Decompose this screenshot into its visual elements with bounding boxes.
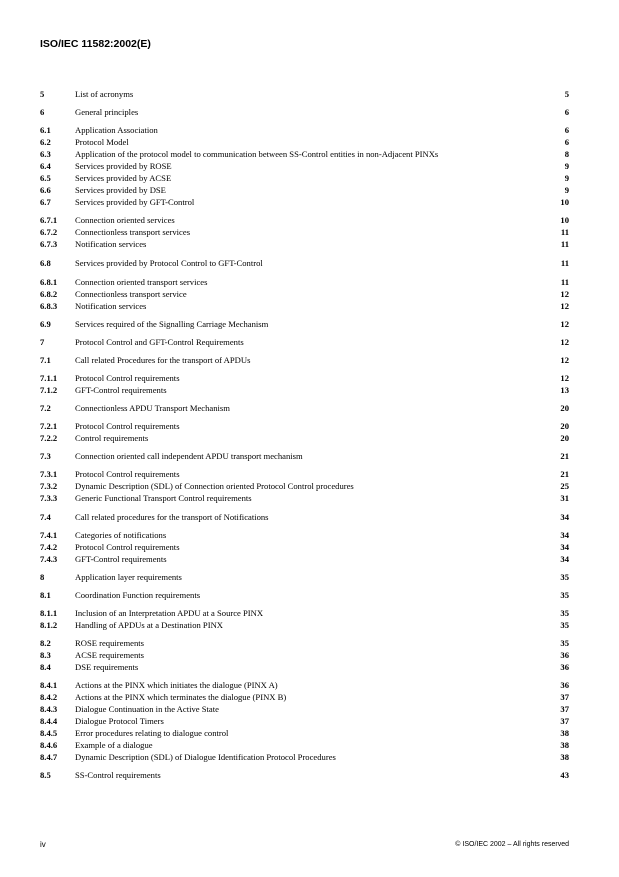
toc-entry-number: 8 bbox=[40, 572, 45, 582]
toc-entry-page: 21 bbox=[560, 451, 569, 461]
toc-entry-page: 21 bbox=[560, 469, 569, 479]
toc-entry-number: 7.2 bbox=[40, 403, 51, 413]
toc-entry-title: Connection oriented transport services bbox=[75, 277, 208, 287]
toc-entry-title: Protocol Control requirements bbox=[75, 373, 180, 383]
toc-entry-title: Call related Procedures for the transport of APDUs bbox=[75, 355, 251, 365]
toc-entry-number: 6.2 bbox=[40, 137, 51, 147]
toc-entry-number: 8.4.7 bbox=[40, 752, 58, 762]
toc-entry-page: 12 bbox=[560, 373, 569, 383]
toc-entry-number: 7.3.1 bbox=[40, 469, 58, 479]
toc-entry-number: 6.8.3 bbox=[40, 301, 58, 311]
toc-entry bbox=[0, 469, 619, 480]
toc-entry-title: SS-Control requirements bbox=[75, 770, 161, 780]
toc-entry bbox=[0, 554, 619, 565]
toc-entry bbox=[0, 385, 619, 396]
toc-entry-number: 8.4.5 bbox=[40, 728, 58, 738]
toc-entry-page: 12 bbox=[560, 319, 569, 329]
toc-entry-number: 7.2.2 bbox=[40, 433, 58, 443]
toc-entry-number: 6.6 bbox=[40, 185, 51, 195]
toc-entry-number: 8.4.6 bbox=[40, 740, 58, 750]
toc-entry-page: 34 bbox=[560, 554, 569, 564]
toc-entry-page: 5 bbox=[564, 89, 569, 99]
toc-entry bbox=[0, 89, 619, 100]
toc-entry-page: 6 bbox=[564, 125, 569, 135]
toc-entry-title: Error procedures relating to dialogue control bbox=[75, 728, 229, 738]
toc-entry-title: ROSE requirements bbox=[75, 638, 144, 648]
toc-entry bbox=[0, 680, 619, 691]
toc-entry-number: 6.7 bbox=[40, 197, 51, 207]
document-header: ISO/IEC 11582:2002(E) bbox=[40, 38, 151, 50]
toc-entry-page: 11 bbox=[560, 258, 569, 268]
toc-entry-page: 8 bbox=[564, 149, 569, 159]
toc-entry-page: 37 bbox=[560, 692, 569, 702]
toc-entry-page: 38 bbox=[560, 752, 569, 762]
toc-entry-number: 5 bbox=[40, 89, 45, 99]
toc-entry-page: 9 bbox=[564, 173, 569, 183]
toc-entry-title: Dialogue Protocol Timers bbox=[75, 716, 164, 726]
toc-entry bbox=[0, 638, 619, 649]
toc-entry-number: 6.4 bbox=[40, 161, 51, 171]
toc-entry bbox=[0, 239, 619, 250]
toc-entry-title: Dialogue Continuation in the Active State bbox=[75, 704, 219, 714]
toc-entry bbox=[0, 403, 619, 414]
toc-entry-title: Protocol Control requirements bbox=[75, 469, 180, 479]
toc-entry-title: Notification services bbox=[75, 239, 147, 249]
toc-entry-number: 7.3.2 bbox=[40, 481, 58, 491]
toc-entry bbox=[0, 451, 619, 462]
toc-entry-page: 10 bbox=[560, 197, 569, 207]
toc-entry-title: Dynamic Description (SDL) of Dialogue Identification Protocol Procedures bbox=[75, 752, 336, 762]
toc-entry-page: 38 bbox=[560, 728, 569, 738]
toc-entry-number: 6 bbox=[40, 107, 45, 117]
toc-entry-number: 6.8.1 bbox=[40, 277, 58, 287]
toc-entry bbox=[0, 704, 619, 715]
toc-entry-page: 11 bbox=[560, 239, 569, 249]
toc-entry-page: 20 bbox=[560, 433, 569, 443]
toc-entry-page: 34 bbox=[560, 530, 569, 540]
toc-entry bbox=[0, 421, 619, 432]
toc-entry-page: 35 bbox=[560, 608, 569, 618]
toc-entry-page: 36 bbox=[560, 680, 569, 690]
toc-entry-page: 34 bbox=[560, 512, 569, 522]
toc-entry bbox=[0, 650, 619, 661]
toc-entry-number: 7.2.1 bbox=[40, 421, 58, 431]
toc-entry bbox=[0, 197, 619, 208]
toc-entry-number: 8.1.2 bbox=[40, 620, 58, 630]
toc-entry-page: 6 bbox=[564, 137, 569, 147]
toc-entry-number: 8.4.1 bbox=[40, 680, 58, 690]
toc-entry-page: 20 bbox=[560, 403, 569, 413]
toc-entry-page: 6 bbox=[564, 107, 569, 117]
toc-entry-title: Control requirements bbox=[75, 433, 149, 443]
toc-entry bbox=[0, 620, 619, 631]
toc-entry-title: Connectionless APDU Transport Mechanism bbox=[75, 403, 230, 413]
toc-entry bbox=[0, 512, 619, 523]
toc-entry bbox=[0, 215, 619, 226]
toc-entry-title: GFT-Control requirements bbox=[75, 385, 167, 395]
toc-entry-number: 8.5 bbox=[40, 770, 51, 780]
toc-entry-number: 7.4.3 bbox=[40, 554, 58, 564]
toc-entry-number: 6.8.2 bbox=[40, 289, 58, 299]
toc-entry-number: 7.4.1 bbox=[40, 530, 58, 540]
toc-entry-page: 37 bbox=[560, 716, 569, 726]
toc-entry-number: 6.8 bbox=[40, 258, 51, 268]
toc-entry-page: 12 bbox=[560, 289, 569, 299]
toc-entry-title: Call related procedures for the transport of Notifications bbox=[75, 512, 269, 522]
toc-entry bbox=[0, 301, 619, 312]
toc-entry bbox=[0, 149, 619, 160]
toc-entry bbox=[0, 728, 619, 739]
toc-entry-title: Services provided by ACSE bbox=[75, 173, 172, 183]
toc-entry-title: Connection oriented call independent APDU transport mechanism bbox=[75, 451, 303, 461]
toc-entry bbox=[0, 770, 619, 781]
toc-entry-page: 12 bbox=[560, 301, 569, 311]
toc-entry-number: 8.2 bbox=[40, 638, 51, 648]
toc-entry-title: Services provided by Protocol Control to GFT-Control bbox=[75, 258, 263, 268]
toc-entry-title: Protocol Control and GFT-Control Requirements bbox=[75, 337, 244, 347]
toc-entry bbox=[0, 355, 619, 366]
toc-entry-title: Generic Functional Transport Control requirements bbox=[75, 493, 252, 503]
toc-entry-number: 7.1.1 bbox=[40, 373, 58, 383]
toc-entry-title: Coordination Function requirements bbox=[75, 590, 201, 600]
toc-entry-page: 38 bbox=[560, 740, 569, 750]
toc-entry bbox=[0, 740, 619, 751]
toc-entry bbox=[0, 590, 619, 601]
toc-entry-number: 7.1.2 bbox=[40, 385, 58, 395]
toc-entry-page: 20 bbox=[560, 421, 569, 431]
toc-entry-title: Connectionless transport services bbox=[75, 227, 191, 237]
toc-entry-page: 34 bbox=[560, 542, 569, 552]
toc-entry-number: 6.1 bbox=[40, 125, 51, 135]
toc-entry-number: 7.4.2 bbox=[40, 542, 58, 552]
toc-entry-number: 7.1 bbox=[40, 355, 51, 365]
toc-entry-number: 6.3 bbox=[40, 149, 51, 159]
toc-entry bbox=[0, 433, 619, 444]
toc-entry-title: Services required of the Signalling Carriage Mechanism bbox=[75, 319, 269, 329]
toc-entry-title: Protocol Control requirements bbox=[75, 421, 180, 431]
toc-entry-title: Application layer requirements bbox=[75, 572, 182, 582]
toc-entry bbox=[0, 662, 619, 673]
toc-entry bbox=[0, 227, 619, 238]
toc-entry bbox=[0, 481, 619, 492]
toc-entry bbox=[0, 542, 619, 553]
toc-entry-page: 12 bbox=[560, 337, 569, 347]
toc-entry bbox=[0, 277, 619, 288]
toc-entry-title: Application of the protocol model to communication between SS-Control entities in non-Adjacent PINXs bbox=[75, 149, 439, 159]
toc-entry-page: 35 bbox=[560, 572, 569, 582]
toc-entry-page: 37 bbox=[560, 704, 569, 714]
toc-entry-number: 7 bbox=[40, 337, 45, 347]
toc-entry-title: Services provided by ROSE bbox=[75, 161, 172, 171]
toc-entry-title: Actions at the PINX which initiates the dialogue (PINX A) bbox=[75, 680, 278, 690]
toc-entry-page: 11 bbox=[560, 227, 569, 237]
toc-entry-page: 35 bbox=[560, 620, 569, 630]
toc-entry-number: 8.3 bbox=[40, 650, 51, 660]
toc-entry bbox=[0, 161, 619, 172]
toc-entry-title: Services provided by DSE bbox=[75, 185, 166, 195]
toc-entry bbox=[0, 373, 619, 384]
toc-entry-page: 35 bbox=[560, 590, 569, 600]
toc-entry-title: DSE requirements bbox=[75, 662, 139, 672]
toc-entry-page: 9 bbox=[564, 161, 569, 171]
toc-entry-title: Inclusion of an Interpretation APDU at a Source PINX bbox=[75, 608, 264, 618]
toc-entry-title: Protocol Control requirements bbox=[75, 542, 180, 552]
toc-entry-title: General principles bbox=[75, 107, 139, 117]
toc-entry bbox=[0, 572, 619, 583]
toc-entry bbox=[0, 493, 619, 504]
toc-entry-title: Actions at the PINX which terminates the dialogue (PINX B) bbox=[75, 692, 287, 702]
toc-entry-number: 8.4.4 bbox=[40, 716, 58, 726]
toc-entry-number: 6.7.1 bbox=[40, 215, 58, 225]
toc-entry-title: List of acronyms bbox=[75, 89, 134, 99]
toc-entry-number: 6.5 bbox=[40, 173, 51, 183]
toc-entry-number: 6.7.3 bbox=[40, 239, 58, 249]
toc-entry-number: 7.3 bbox=[40, 451, 51, 461]
toc-entry-number: 8.1 bbox=[40, 590, 51, 600]
toc-entry-number: 8.4.3 bbox=[40, 704, 58, 714]
toc-entry bbox=[0, 107, 619, 118]
toc-entry-page: 36 bbox=[560, 662, 569, 672]
toc-entry-page: 36 bbox=[560, 650, 569, 660]
toc-entry bbox=[0, 692, 619, 703]
toc-entry bbox=[0, 258, 619, 269]
toc-entry-page: 11 bbox=[560, 277, 569, 287]
toc-entry-title: Application Association bbox=[75, 125, 158, 135]
toc-entry-title: Notification services bbox=[75, 301, 147, 311]
toc-entry-page: 25 bbox=[560, 481, 569, 491]
toc-entry-page: 43 bbox=[560, 770, 569, 780]
page-number: iv bbox=[40, 840, 46, 849]
toc-entry-number: 8.4.2 bbox=[40, 692, 58, 702]
toc-entry-title: ACSE requirements bbox=[75, 650, 144, 660]
copyright-notice: © ISO/IEC 2002 – All rights reserved bbox=[455, 841, 569, 848]
toc-entry-number: 6.7.2 bbox=[40, 227, 58, 237]
toc-entry bbox=[0, 185, 619, 196]
toc-entry-page: 31 bbox=[560, 493, 569, 503]
toc-entry-page: 10 bbox=[560, 215, 569, 225]
toc-entry-page: 13 bbox=[560, 385, 569, 395]
toc-entry bbox=[0, 319, 619, 330]
toc-entry bbox=[0, 608, 619, 619]
toc-entry-number: 6.9 bbox=[40, 319, 51, 329]
toc-entry-number: 8.4 bbox=[40, 662, 51, 672]
toc-entry bbox=[0, 125, 619, 136]
toc-entry bbox=[0, 337, 619, 348]
toc-entry bbox=[0, 289, 619, 300]
toc-entry-title: Handling of APDUs at a Destination PINX bbox=[75, 620, 223, 630]
toc-entry-page: 12 bbox=[560, 355, 569, 365]
toc-entry bbox=[0, 173, 619, 184]
toc-entry bbox=[0, 716, 619, 727]
toc-entry-number: 7.4 bbox=[40, 512, 51, 522]
toc-entry-title: Connection oriented services bbox=[75, 215, 175, 225]
toc-entry-number: 8.1.1 bbox=[40, 608, 58, 618]
toc-entry-title: Connectionless transport service bbox=[75, 289, 187, 299]
toc-entry bbox=[0, 530, 619, 541]
toc-entry-title: Services provided by GFT-Control bbox=[75, 197, 195, 207]
toc-entry-title: Dynamic Description (SDL) of Connection oriented Protocol Control procedures bbox=[75, 481, 354, 491]
toc-entry-title: Example of a dialogue bbox=[75, 740, 153, 750]
toc-entry-title: Categories of notifications bbox=[75, 530, 167, 540]
toc-entry bbox=[0, 752, 619, 763]
toc-entry bbox=[0, 137, 619, 148]
toc-entry-title: GFT-Control requirements bbox=[75, 554, 167, 564]
toc-entry-page: 9 bbox=[564, 185, 569, 195]
toc-entry-title: Protocol Model bbox=[75, 137, 129, 147]
toc-entry-page: 35 bbox=[560, 638, 569, 648]
toc-entry-number: 7.3.3 bbox=[40, 493, 58, 503]
